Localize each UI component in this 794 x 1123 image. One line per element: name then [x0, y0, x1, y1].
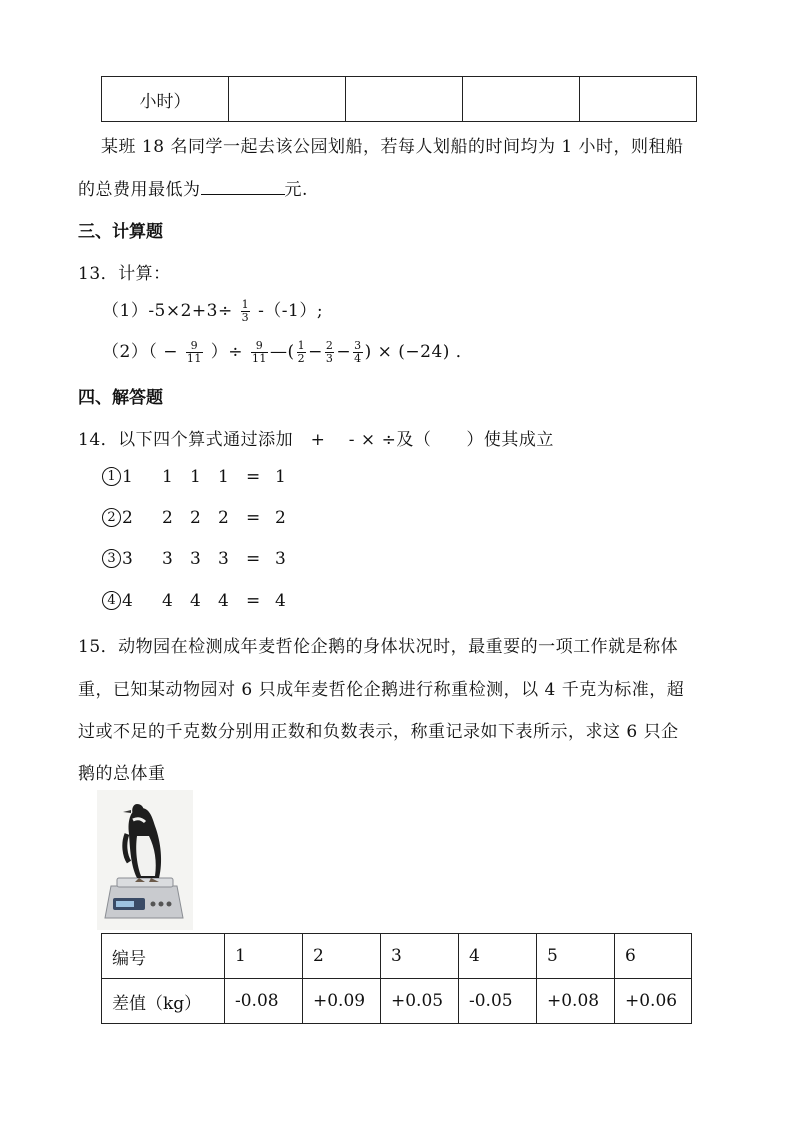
equals-sign: = — [246, 467, 261, 487]
table-cell: +0.05 — [381, 979, 459, 1024]
table-cell: +0.08 — [537, 979, 615, 1024]
penguin-on-scale-image — [97, 790, 193, 930]
q12-line2-prefix: 的总费用最低为 — [78, 180, 201, 200]
top-price-table — [101, 76, 697, 122]
fraction: $\frac{9}{11}$ — [251, 339, 267, 365]
table-cell — [229, 77, 346, 122]
operand: 4 — [190, 591, 201, 611]
table-cell: 1 — [225, 934, 303, 979]
table-cell: 编号 — [102, 934, 225, 979]
fraction: $\frac{9}{11}$ — [186, 339, 202, 365]
q14-stem: 14．以下四个算式通过添加 + - × ÷及（ ）使其成立 — [78, 430, 554, 450]
table-cell: +0.06 — [615, 979, 692, 1024]
table-cell: 6 — [615, 934, 692, 979]
table-cell — [463, 77, 580, 122]
operand: 1 — [218, 467, 229, 487]
table-row — [102, 934, 692, 979]
circled-number: 4 — [102, 591, 121, 610]
table-cell: 5 — [537, 934, 615, 979]
operand: 1 — [190, 467, 201, 487]
q13-part2 — [102, 337, 706, 365]
circled-number: 3 — [102, 549, 121, 568]
table-cell: +0.09 — [303, 979, 381, 1024]
operand: 2 — [162, 508, 173, 528]
operand: 4 — [162, 591, 173, 611]
circled-number: 2 — [102, 508, 121, 527]
fraction: $\frac{1}{3}$ — [241, 298, 250, 324]
operand: 2 — [122, 508, 133, 528]
operand: 1 — [162, 467, 173, 487]
q13-p2-prefix: （2）（ − — [102, 342, 178, 362]
table-cell — [346, 77, 463, 122]
operand: 4 — [218, 591, 229, 611]
q15-line3: 过或不足的千克数分别用正数和负数表示，称重记录如下表所示，求这 6 只企 — [78, 722, 679, 742]
fraction: $\frac{2}{3}$ — [325, 339, 334, 365]
fraction: $\frac{3}{4}$ — [354, 339, 362, 365]
q15-line4: 鹅的总体重 — [78, 764, 166, 784]
table-cell: 差值（kg） — [102, 979, 225, 1024]
q12-line2 — [78, 175, 706, 200]
table-cell: 4 — [459, 934, 537, 979]
q13-p2-mid: ）÷ — [210, 342, 244, 362]
q15-line2: 重，已知某动物园对 6 只成年麦哲伦企鹅进行称重检测，以 4 千克为标准，超 — [78, 680, 685, 700]
table-cell: -0.05 — [459, 979, 537, 1024]
section-3-title: 三、计算题 — [78, 222, 163, 242]
operand: 3 — [218, 549, 229, 569]
result: 1 — [275, 467, 286, 487]
q13-p2-dash: —( — [269, 342, 295, 362]
q13-p1-prefix: （1）-5×2+3÷ — [102, 301, 233, 321]
operand: 3 — [190, 549, 201, 569]
fraction: $\frac{1}{2}$ — [297, 339, 306, 365]
q13-part1 — [102, 296, 706, 324]
equals-sign: = — [246, 549, 261, 569]
result: 3 — [275, 549, 286, 569]
q13-stem: 13．计算： — [78, 264, 171, 284]
section-4-title: 四、解答题 — [78, 388, 163, 408]
circled-number: 1 — [102, 467, 121, 486]
q15-line1: 15．动物园在检测成年麦哲伦企鹅的身体状况时，最重要的一项工作就是称体 — [78, 637, 679, 657]
answer-blank — [201, 178, 285, 195]
weight-difference-table — [101, 933, 692, 1024]
operand: 3 — [122, 549, 133, 569]
table-cell: 2 — [303, 934, 381, 979]
equals-sign: = — [246, 508, 261, 528]
result: 2 — [275, 508, 286, 528]
q13-p2-suffix: ) × (−24) ． — [364, 342, 474, 362]
table-row — [102, 77, 697, 122]
table-cell: -0.08 — [225, 979, 303, 1024]
table-cell: 3 — [381, 934, 459, 979]
operand: 2 — [218, 508, 229, 528]
operand: 4 — [122, 591, 133, 611]
table-row — [102, 979, 692, 1024]
equals-sign: = — [246, 591, 261, 611]
operand: 1 — [122, 467, 133, 487]
q13-p1-suffix: -（-1）; — [258, 301, 324, 321]
operand: 2 — [190, 508, 201, 528]
minus-sign: − — [308, 342, 323, 362]
table-cell: 小时） — [102, 77, 229, 122]
q12-line1: 某班 18 名同学一起去该公园划船，若每人划船的时间均为 1 小时，则租船 — [101, 137, 684, 157]
result: 4 — [275, 591, 286, 611]
q12-line2-suffix: 元. — [284, 180, 308, 200]
table-cell — [580, 77, 697, 122]
minus-sign: − — [336, 342, 352, 362]
operand: 3 — [162, 549, 173, 569]
